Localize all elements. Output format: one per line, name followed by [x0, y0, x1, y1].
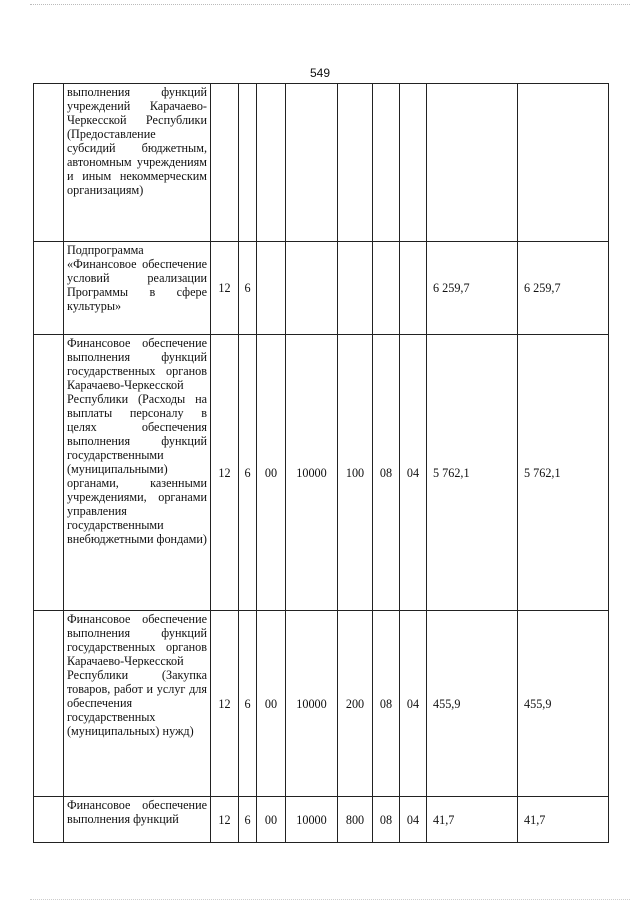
sum1-cell — [427, 84, 518, 242]
pp-cell: 6 — [239, 611, 257, 797]
sum2-cell: 6 259,7 — [518, 242, 609, 335]
table-row — [34, 335, 609, 611]
name-cell — [64, 84, 211, 242]
sum1-cell: 455,9 — [427, 611, 518, 797]
row-name: Финансовое обеспечение выполнения функций государственных органов Карачаево-Черкесской Республики (Закупка товаров, работ и услуг для обеспечения государственных (муниципальных) нужд) — [67, 612, 207, 738]
sum2-cell: 455,9 — [518, 611, 609, 797]
sum2-cell: 5 762,1 — [518, 335, 609, 611]
pr-cell: 04 — [400, 797, 427, 843]
name-cell — [64, 335, 211, 611]
table-row — [34, 84, 609, 242]
row-name: выполнения функций учреждений Карачаево-Черкесской Республики (Предоставление субсидий бюджетным, автономным учреждениям и иным некоммерческим организациям) — [67, 85, 207, 197]
top-scan-line — [30, 4, 630, 6]
gr-cell: 12 — [211, 335, 239, 611]
om-cell: 00 — [257, 335, 286, 611]
row-number-cell — [34, 611, 64, 797]
pp-cell — [239, 84, 257, 242]
gr-cell: 12 — [211, 797, 239, 843]
row-name: Финансовое обеспечение выполнения функций государственных органов Карачаево-Черкесской Республики (Расходы на выплаты персоналу в целях обеспечения выполнения функций государственными (муниципальными) органами, казенными учреждениями, органами управления государственными внебюджетными фондами) — [67, 336, 207, 546]
gr-cell: 12 — [211, 242, 239, 335]
nr-cell — [286, 84, 338, 242]
vr-cell: 100 — [338, 335, 373, 611]
om-cell — [257, 84, 286, 242]
nr-cell: 10000 — [286, 797, 338, 843]
pp-cell: 6 — [239, 797, 257, 843]
sum1-cell: 5 762,1 — [427, 335, 518, 611]
om-cell: 00 — [257, 797, 286, 843]
table-row — [34, 797, 609, 843]
vr-cell — [338, 242, 373, 335]
budget-table — [33, 83, 609, 843]
rz-cell — [373, 242, 400, 335]
name-cell — [64, 797, 211, 843]
rz-cell: 08 — [373, 797, 400, 843]
rz-cell: 08 — [373, 611, 400, 797]
pp-cell: 6 — [239, 242, 257, 335]
page-number: 549 — [309, 66, 331, 80]
row-name: Подпрограмма «Финансовое обеспечение условий реализации Программы в сфере культуры» — [67, 243, 207, 313]
nr-cell — [286, 242, 338, 335]
vr-cell: 200 — [338, 611, 373, 797]
name-cell — [64, 242, 211, 335]
pr-cell: 04 — [400, 335, 427, 611]
gr-cell — [211, 84, 239, 242]
rz-cell: 08 — [373, 335, 400, 611]
nr-cell: 10000 — [286, 335, 338, 611]
sum2-cell — [518, 84, 609, 242]
pr-cell: 04 — [400, 611, 427, 797]
row-number-cell — [34, 242, 64, 335]
row-number-cell — [34, 797, 64, 843]
gr-cell: 12 — [211, 611, 239, 797]
nr-cell: 10000 — [286, 611, 338, 797]
name-cell — [64, 611, 211, 797]
pr-cell — [400, 84, 427, 242]
row-name: Финансовое обеспечение выполнения функций — [67, 798, 207, 826]
table-row — [34, 242, 609, 335]
sum2-cell: 41,7 — [518, 797, 609, 843]
pp-cell: 6 — [239, 335, 257, 611]
vr-cell: 800 — [338, 797, 373, 843]
rz-cell — [373, 84, 400, 242]
bottom-scan-line — [30, 899, 630, 901]
om-cell — [257, 242, 286, 335]
vr-cell — [338, 84, 373, 242]
sum1-cell: 41,7 — [427, 797, 518, 843]
row-number-cell — [34, 84, 64, 242]
om-cell: 00 — [257, 611, 286, 797]
table-row — [34, 611, 609, 797]
pr-cell — [400, 242, 427, 335]
row-number-cell — [34, 335, 64, 611]
sum1-cell: 6 259,7 — [427, 242, 518, 335]
